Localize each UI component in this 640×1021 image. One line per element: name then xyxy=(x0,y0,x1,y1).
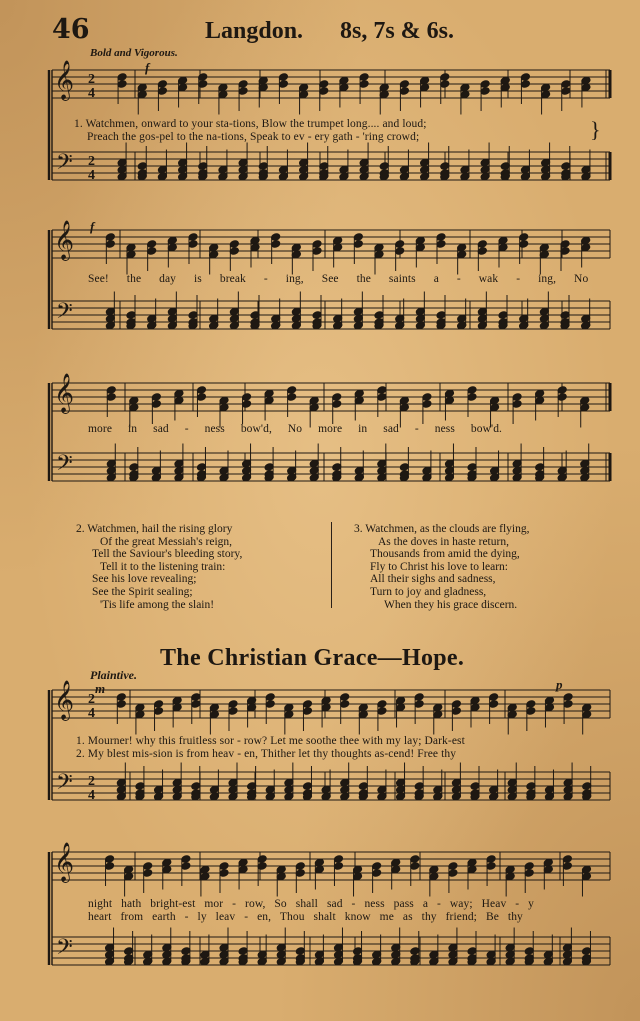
dynamic-forte: f xyxy=(145,60,150,75)
verse-2-line: 2. Watchmen, hail the rising glory xyxy=(76,523,233,535)
verse-3-line: Fly to Christ his love to learn: xyxy=(370,560,508,573)
treble-clef: 𝄞 xyxy=(54,842,75,882)
verse-2-line: Of the great Messiah's reign, xyxy=(100,535,233,548)
time-signature: 2 xyxy=(88,692,95,707)
verse-3-line: Thousands from amid the dying, xyxy=(370,548,520,561)
verse-2-line: 'Tis life among the slain! xyxy=(100,598,215,611)
treble-clef: 𝄞 xyxy=(54,373,75,413)
verse-3-line: As the doves in haste return, xyxy=(378,535,509,548)
verse-2-line: See the Spirit sealing; xyxy=(92,585,193,598)
treble-clef: 𝄞 xyxy=(54,220,75,260)
tempo-marking: Bold and Vigorous. xyxy=(90,47,178,59)
dynamic-mezzo: m xyxy=(95,681,106,696)
verse-3-line: 3. Watchmen, as the clouds are flying, xyxy=(354,523,530,535)
page-number: 46 xyxy=(52,14,90,45)
bass-clef: 𝄢 xyxy=(56,150,73,180)
treble-clef: 𝄞 xyxy=(54,680,75,720)
dynamic-forte-2: f xyxy=(90,219,95,234)
verse-3-line: Turn to joy and gladness, xyxy=(370,585,487,598)
bass-clef: 𝄢 xyxy=(56,770,73,800)
verse-2 xyxy=(76,523,242,611)
verse-3-line: All their sighs and sadness, xyxy=(370,573,496,586)
time-signature: 2 xyxy=(88,72,95,87)
lyric-system2: See! the day is break - ing, See the saints a - wak - ing, No xyxy=(88,273,589,285)
verse-brace: } xyxy=(590,117,601,142)
lyric-hymn2-verse2: 2. My blest mis-sion is from heav - en, Thither let thy thoughts as-cend! Free thy xyxy=(76,748,457,760)
verse-2-line: Tell it to the listening train: xyxy=(100,560,226,573)
time-signature: 4 xyxy=(88,788,95,803)
lyric-hymn2-system2-line1: night hath bright-est mor - row, So shall sad - ness pass a - way; Heav - y xyxy=(88,898,535,910)
lyric-system3: more in sad - ness bow'd, No more in sad - ness bow'd. xyxy=(88,423,503,435)
tempo-marking-plaintive: Plaintive. xyxy=(90,668,137,682)
verse-2-line: Tell the Saviour's bleeding story, xyxy=(92,548,243,561)
time-signature: 2 xyxy=(88,154,95,169)
verse-divider xyxy=(331,522,332,608)
bass-clef: 𝄢 xyxy=(56,299,73,329)
dynamic-piano: p xyxy=(556,677,563,692)
time-signature: 4 xyxy=(88,86,95,101)
time-signature: 4 xyxy=(88,168,95,183)
bass-clef: 𝄢 xyxy=(56,935,73,965)
lyric-verse1-line2: Preach the gos-pel to the na-tions, Speak to ev - ery gath - 'ring crowd; xyxy=(87,131,420,143)
time-signature: 4 xyxy=(88,706,95,721)
time-signature: 2 xyxy=(88,774,95,789)
treble-clef: 𝄞 xyxy=(54,60,75,100)
lyric-hymn2-system2-line2: heart from earth - ly leav - en, Thou shalt know me as thy friend; Be thy xyxy=(88,911,523,923)
lyric-hymn2-verse1: 1. Mourner! why this fruitless sor - row? Let me soothe thee with my lay; Dark-est xyxy=(76,735,465,747)
verse-2-line: See his love revealing; xyxy=(92,573,197,586)
lyric-verse1-line1: 1. Watchmen, onward to your sta-tions, Blow the trumpet long.... and loud; xyxy=(74,118,427,130)
verse-3-line: When they his grace discern. xyxy=(384,598,518,611)
hymn-title-langdon: Langdon. xyxy=(205,18,304,44)
hymn-meter: 8s, 7s & 6s. xyxy=(340,18,455,44)
verse-3 xyxy=(354,523,529,611)
bass-clef: 𝄢 xyxy=(56,451,73,481)
hymn-title-christian-grace-hope: The Christian Grace—Hope. xyxy=(160,645,465,671)
